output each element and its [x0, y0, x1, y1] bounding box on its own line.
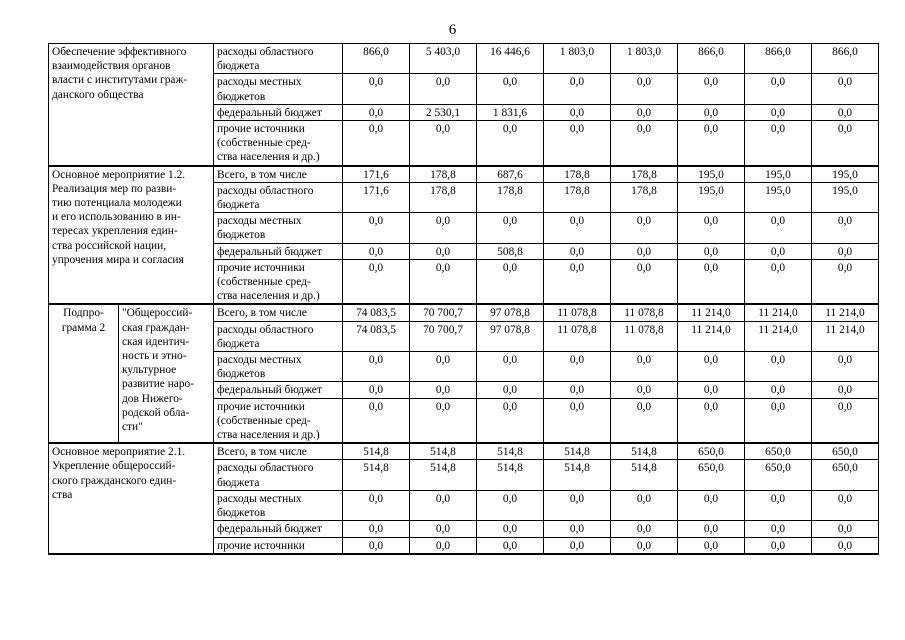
amount-cell: 650,0: [812, 443, 879, 460]
funding-source-line: бюджета: [217, 337, 260, 350]
amount-cell: 0,0: [745, 259, 812, 304]
amount-cell: 650,0: [678, 460, 745, 490]
amount-cell: 0,0: [343, 352, 410, 382]
funding-source-cell: [214, 182, 343, 212]
amount-cell: 178,8: [544, 182, 611, 212]
funding-source-line: расходы областного: [217, 462, 314, 475]
funding-source-cell: [214, 74, 343, 104]
amount-cell: 0,0: [544, 537, 611, 554]
funding-source-cell: [214, 398, 343, 443]
description-line: данского общества: [52, 88, 144, 101]
amount-cell: 0,0: [812, 398, 879, 443]
description-line: Подпро-: [63, 307, 104, 320]
funding-source-line: прочие источники: [217, 400, 305, 413]
amount-cell: 0,0: [477, 259, 544, 304]
amount-cell: 0,0: [678, 398, 745, 443]
amount-cell: 0,0: [477, 398, 544, 443]
funding-source-cell: [214, 213, 343, 243]
amount-cell: 0,0: [745, 537, 812, 554]
amount-cell: 0,0: [477, 521, 544, 537]
amount-cell: 195,0: [812, 166, 879, 183]
amount-cell: 74 083,5: [343, 304, 410, 321]
amount-cell: 508,8: [477, 243, 544, 259]
amount-cell: 195,0: [812, 182, 879, 212]
amount-cell: 0,0: [611, 104, 678, 120]
amount-cell: 0,0: [611, 398, 678, 443]
amount-cell: 0,0: [544, 352, 611, 382]
amount-cell: 0,0: [812, 104, 879, 120]
description-line: ства: [52, 488, 73, 501]
amount-cell: 0,0: [544, 104, 611, 120]
amount-cell: 11 214,0: [812, 304, 879, 321]
amount-cell: 514,8: [477, 460, 544, 490]
amount-cell: 514,8: [343, 460, 410, 490]
funding-source-cell: [214, 382, 343, 398]
amount-cell: 0,0: [812, 521, 879, 537]
funding-source-cell: [214, 521, 343, 537]
amount-cell: 178,8: [410, 182, 477, 212]
amount-cell: 514,8: [544, 443, 611, 460]
funding-source-cell: [214, 443, 343, 460]
funding-source-line: прочие источники: [217, 539, 305, 552]
amount-cell: 0,0: [410, 352, 477, 382]
description-line: Основное мероприятие 2.1.: [52, 446, 186, 459]
funding-source-cell: [214, 352, 343, 382]
funding-source-line: ства населения и др.): [217, 429, 320, 442]
funding-source-line: расходы областного: [217, 323, 314, 336]
description-line: ского гражданского един-: [52, 474, 177, 487]
amount-cell: 0,0: [477, 213, 544, 243]
amount-cell: 514,8: [343, 443, 410, 460]
amount-cell: 195,0: [678, 182, 745, 212]
amount-cell: 0,0: [410, 382, 477, 398]
amount-cell: 0,0: [745, 382, 812, 398]
amount-cell: 514,8: [544, 460, 611, 490]
amount-cell: 178,8: [611, 182, 678, 212]
description-line: ства российской нации,: [52, 239, 167, 252]
funding-source-cell: [214, 537, 343, 554]
amount-cell: 16 446,6: [477, 44, 544, 74]
amount-cell: 178,8: [410, 166, 477, 183]
amount-cell: 0,0: [343, 213, 410, 243]
funding-source-line: расходы местных: [217, 354, 302, 367]
funding-source-line: расходы областного: [217, 184, 314, 197]
subprogram-title-line: родской обла-: [122, 406, 190, 419]
amount-cell: 0,0: [477, 490, 544, 520]
subprogram-title-line: ская граждан-: [122, 321, 190, 334]
amount-cell: 0,0: [611, 521, 678, 537]
amount-cell: 195,0: [745, 166, 812, 183]
description-line: грамма 2: [61, 321, 106, 334]
amount-cell: 0,0: [410, 121, 477, 166]
funding-source-cell: [214, 243, 343, 259]
description-line: тересах укрепления един-: [52, 225, 178, 238]
amount-cell: 74 083,5: [343, 321, 410, 351]
funding-source-line: федеральный бюджет: [217, 523, 322, 536]
amount-cell: 0,0: [343, 382, 410, 398]
amount-cell: 0,0: [343, 398, 410, 443]
funding-source-line: расходы местных: [217, 492, 302, 505]
amount-cell: 0,0: [544, 121, 611, 166]
amount-cell: 0,0: [343, 104, 410, 120]
amount-cell: 0,0: [745, 243, 812, 259]
amount-cell: 514,8: [410, 443, 477, 460]
funding-source-cell: [214, 304, 343, 321]
amount-cell: 171,6: [343, 166, 410, 183]
funding-source-cell: [214, 460, 343, 490]
amount-cell: 0,0: [343, 521, 410, 537]
amount-cell: 650,0: [745, 443, 812, 460]
amount-cell: 0,0: [544, 521, 611, 537]
amount-cell: 0,0: [812, 537, 879, 554]
amount-cell: 11 078,8: [544, 321, 611, 351]
funding-source-line: федеральный бюджет: [217, 106, 322, 119]
amount-cell: 0,0: [477, 74, 544, 104]
amount-cell: 11 214,0: [812, 321, 879, 351]
amount-cell: 0,0: [678, 382, 745, 398]
amount-cell: 0,0: [343, 490, 410, 520]
amount-cell: 0,0: [678, 490, 745, 520]
amount-cell: 0,0: [410, 490, 477, 520]
funding-source-line: (собственные сред-: [217, 137, 311, 150]
amount-cell: 0,0: [544, 243, 611, 259]
amount-cell: 0,0: [611, 243, 678, 259]
funding-source-cell: [214, 490, 343, 520]
amount-cell: 11 078,8: [611, 304, 678, 321]
funding-source-line: расходы местных: [217, 215, 302, 228]
amount-cell: 178,8: [544, 166, 611, 183]
funding-source-cell: [214, 321, 343, 351]
amount-cell: 11 214,0: [678, 321, 745, 351]
amount-cell: 0,0: [343, 537, 410, 554]
amount-cell: 0,0: [745, 398, 812, 443]
amount-cell: 0,0: [812, 352, 879, 382]
amount-cell: 0,0: [745, 352, 812, 382]
amount-cell: 97 078,8: [477, 304, 544, 321]
amount-cell: 0,0: [410, 521, 477, 537]
amount-cell: 514,8: [611, 443, 678, 460]
amount-cell: 0,0: [812, 259, 879, 304]
amount-cell: 866,0: [745, 44, 812, 74]
amount-cell: 0,0: [611, 74, 678, 104]
amount-cell: 650,0: [678, 443, 745, 460]
amount-cell: 0,0: [544, 398, 611, 443]
subprogram-title-line: дов Нижего-: [122, 392, 183, 405]
amount-cell: 2 530,1: [410, 104, 477, 120]
amount-cell: 0,0: [745, 213, 812, 243]
amount-cell: 0,0: [544, 382, 611, 398]
description-line: и его использованию в ин-: [52, 211, 181, 224]
amount-cell: 0,0: [410, 74, 477, 104]
amount-cell: 11 078,8: [544, 304, 611, 321]
amount-cell: 1 831,6: [477, 104, 544, 120]
subprogram-title-line: сти": [122, 421, 143, 434]
amount-cell: 0,0: [611, 121, 678, 166]
funding-source-line: бюджета: [217, 60, 260, 73]
description-line: Обеспечение эффективного: [52, 46, 187, 58]
funding-source-line: федеральный бюджет: [217, 245, 322, 258]
subprogram-label-cell: [49, 304, 119, 443]
amount-cell: 178,8: [611, 166, 678, 183]
funding-source-line: федеральный бюджет: [217, 384, 322, 397]
amount-cell: 0,0: [477, 382, 544, 398]
amount-cell: 866,0: [812, 44, 879, 74]
amount-cell: 0,0: [477, 352, 544, 382]
amount-cell: 171,6: [343, 182, 410, 212]
amount-cell: 514,8: [477, 443, 544, 460]
amount-cell: 0,0: [745, 104, 812, 120]
funding-source-line: ства населения и др.): [217, 151, 320, 164]
funding-source-line: бюджета: [217, 199, 260, 212]
amount-cell: 514,8: [410, 460, 477, 490]
amount-cell: 11 078,8: [611, 321, 678, 351]
funding-source-line: бюджета: [217, 476, 260, 489]
amount-cell: 0,0: [410, 213, 477, 243]
amount-cell: 0,0: [544, 490, 611, 520]
amount-cell: 0,0: [812, 121, 879, 166]
amount-cell: 0,0: [477, 537, 544, 554]
funding-source-line: бюджетов: [217, 90, 266, 103]
funding-source-line: прочие источники: [217, 123, 305, 136]
amount-cell: 195,0: [745, 182, 812, 212]
funding-source-line: бюджетов: [217, 507, 266, 520]
amount-cell: 866,0: [343, 44, 410, 74]
table-row: [49, 166, 879, 183]
amount-cell: 0,0: [410, 259, 477, 304]
amount-cell: 514,8: [611, 460, 678, 490]
page-number: 6: [448, 22, 457, 38]
amount-cell: 0,0: [745, 121, 812, 166]
amount-cell: 5 403,0: [410, 44, 477, 74]
amount-cell: 195,0: [678, 166, 745, 183]
amount-cell: 0,0: [678, 121, 745, 166]
funding-source-line: расходы местных: [217, 76, 302, 89]
amount-cell: 0,0: [410, 398, 477, 443]
funding-source-cell: [214, 259, 343, 304]
subprogram-title-line: ская идентич-: [122, 335, 190, 348]
amount-cell: 0,0: [812, 490, 879, 520]
description-line: Реализация мер по разви-: [52, 182, 177, 195]
description-line: упрочения мира и согласия: [52, 253, 184, 266]
funding-source-line: (собственные сред-: [217, 414, 311, 427]
amount-cell: 0,0: [343, 121, 410, 166]
measure-description-cell: [49, 166, 214, 305]
budget-table: [48, 43, 879, 555]
measure-description-cell: [49, 44, 214, 166]
amount-cell: 650,0: [745, 460, 812, 490]
funding-source-cell: [214, 121, 343, 166]
amount-cell: 0,0: [678, 213, 745, 243]
amount-cell: 70 700,7: [410, 304, 477, 321]
description-line: Укрепление общероссий-: [52, 460, 176, 473]
amount-cell: 0,0: [745, 521, 812, 537]
amount-cell: 0,0: [410, 243, 477, 259]
funding-source-cell: [214, 104, 343, 120]
amount-cell: 0,0: [812, 243, 879, 259]
amount-cell: 0,0: [611, 352, 678, 382]
amount-cell: 0,0: [544, 213, 611, 243]
amount-cell: 0,0: [343, 74, 410, 104]
subprogram-title-line: ность и этно-: [122, 350, 187, 363]
amount-cell: 0,0: [678, 521, 745, 537]
amount-cell: 0,0: [544, 259, 611, 304]
amount-cell: 1 803,0: [544, 44, 611, 74]
amount-cell: 178,8: [477, 182, 544, 212]
subprogram-title-line: "Общероссий-: [122, 307, 193, 320]
funding-source-line: ства населения и др.): [217, 290, 320, 303]
funding-source-line: бюджетов: [217, 229, 266, 242]
funding-source-line: (собственные сред-: [217, 276, 311, 289]
amount-cell: 11 214,0: [678, 304, 745, 321]
funding-source-line: прочие источники: [217, 261, 305, 274]
subprogram-title-line: развитие наро-: [122, 378, 195, 391]
amount-cell: 0,0: [678, 259, 745, 304]
amount-cell: 0,0: [812, 74, 879, 104]
amount-cell: 0,0: [611, 259, 678, 304]
description-line: тию потенциала молодежи: [52, 197, 182, 210]
amount-cell: 866,0: [678, 44, 745, 74]
amount-cell: 0,0: [611, 490, 678, 520]
amount-cell: 97 078,8: [477, 321, 544, 351]
funding-source-line: Всего, в том числе: [217, 446, 307, 459]
funding-source-cell: [214, 44, 343, 74]
amount-cell: 0,0: [678, 74, 745, 104]
amount-cell: 70 700,7: [410, 321, 477, 351]
amount-cell: 0,0: [611, 382, 678, 398]
amount-cell: 0,0: [745, 74, 812, 104]
funding-source-cell: [214, 166, 343, 183]
amount-cell: 0,0: [477, 121, 544, 166]
table-row: [49, 443, 879, 460]
amount-cell: 0,0: [611, 537, 678, 554]
amount-cell: 0,0: [745, 490, 812, 520]
amount-cell: 0,0: [544, 74, 611, 104]
measure-description-cell: [49, 443, 214, 553]
subprogram-title-cell: [119, 304, 214, 443]
amount-cell: 0,0: [611, 213, 678, 243]
amount-cell: 0,0: [410, 537, 477, 554]
description-line: власти с институтами граж-: [52, 74, 188, 87]
amount-cell: 0,0: [343, 259, 410, 304]
amount-cell: 0,0: [678, 243, 745, 259]
amount-cell: 11 214,0: [745, 321, 812, 351]
amount-cell: 0,0: [812, 213, 879, 243]
amount-cell: 0,0: [343, 243, 410, 259]
funding-source-line: Всего, в том числе: [217, 307, 307, 320]
description-line: Основное мероприятие 1.2.: [52, 168, 186, 181]
amount-cell: 1 803,0: [611, 44, 678, 74]
funding-source-line: расходы областного: [217, 46, 314, 58]
amount-cell: 0,0: [678, 352, 745, 382]
budget-table-body: [49, 44, 879, 554]
description-line: взаимодействия органов: [52, 60, 171, 73]
amount-cell: 0,0: [678, 104, 745, 120]
amount-cell: 11 214,0: [745, 304, 812, 321]
funding-source-line: Всего, в том числе: [217, 168, 307, 181]
funding-source-line: бюджетов: [217, 368, 266, 381]
amount-cell: 650,0: [812, 460, 879, 490]
amount-cell: 0,0: [812, 382, 879, 398]
subprogram-title-line: культурное: [122, 364, 177, 377]
table-row: [49, 304, 879, 321]
table-row: [49, 44, 879, 74]
amount-cell: 687,6: [477, 166, 544, 183]
amount-cell: 0,0: [678, 537, 745, 554]
